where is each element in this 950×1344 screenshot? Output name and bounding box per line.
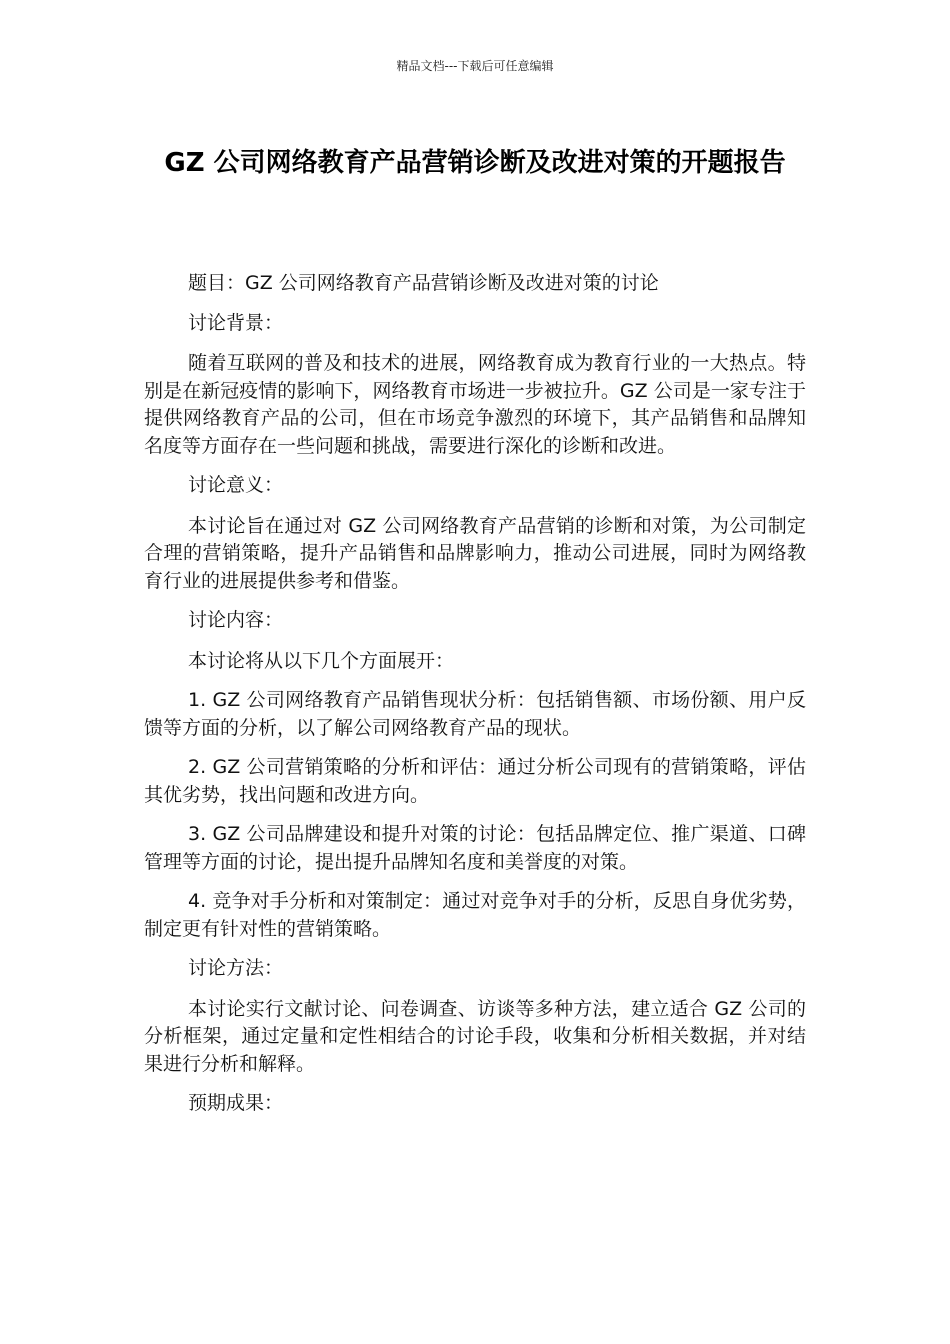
section-label-expected-results: 预期成果： bbox=[188, 1092, 284, 1114]
section-label-content: 讨论内容： bbox=[188, 609, 284, 631]
content-item-3: 3. GZ 公司品牌建设和提升对策的讨论：包括品牌定位、推广渠道、口碑管理等方面的讨论，提出提升品牌知名度和美誉度的对策。 bbox=[144, 823, 806, 873]
content-item-4: 4. 竞争对手分析和对策制定：通过对竞争对手的分析，反思自身优劣势，制定更有针对性的营销策略。 bbox=[144, 890, 806, 940]
document-title: GZ 公司网络教育产品营销诊断及改进对策的开题报告 bbox=[164, 148, 786, 178]
method-paragraph: 本讨论实行文献讨论、问卷调查、访谈等多种方法，建立适合 GZ 公司的分析框架，通过定量和定性相结合的讨论手段，收集和分析相关数据，并对结果进行分析和解释。 bbox=[144, 997, 806, 1075]
section-label-method: 讨论方法： bbox=[188, 957, 284, 979]
content-intro: 本讨论将从以下几个方面展开： bbox=[188, 649, 455, 672]
topic-line: 题目：GZ 公司网络教育产品营销诊断及改进对策的讨论 bbox=[188, 272, 659, 294]
content-item-1: 1. GZ 公司网络教育产品销售现状分析：包括销售额、市场份额、用户反馈等方面的分析，以了解公司网络教育产品的现状。 bbox=[144, 689, 806, 739]
background-paragraph: 随着互联网的普及和技术的进展，网络教育成为教育行业的一大热点。特别是在新冠疫情的影响下，网络教育市场进一步被拉升。GZ 公司是一家专注于提供网络教育产品的公司，但在市场竞争激烈的环境下，其产品销售和品牌知名度等方面存在一些问题和挑战，需要进行深化的诊断和改进。 bbox=[144, 352, 806, 457]
page-header-note: 精品文档---下载后可任意编辑 bbox=[396, 59, 554, 73]
document-body bbox=[144, 270, 806, 1131]
content-item-2: 2. GZ 公司营销策略的分析和评估：通过分析公司现有的营销策略，评估其优劣势，找出问题和改进方向。 bbox=[144, 756, 806, 806]
significance-paragraph: 本讨论旨在通过对 GZ 公司网络教育产品营销的诊断和对策，为公司制定合理的营销策略，提升产品销售和品牌影响力，推动公司进展，同时为网络教育行业的进展提供参考和借鉴。 bbox=[144, 514, 806, 592]
section-label-background: 讨论背景： bbox=[188, 311, 284, 334]
section-label-significance: 讨论意义： bbox=[188, 474, 284, 496]
